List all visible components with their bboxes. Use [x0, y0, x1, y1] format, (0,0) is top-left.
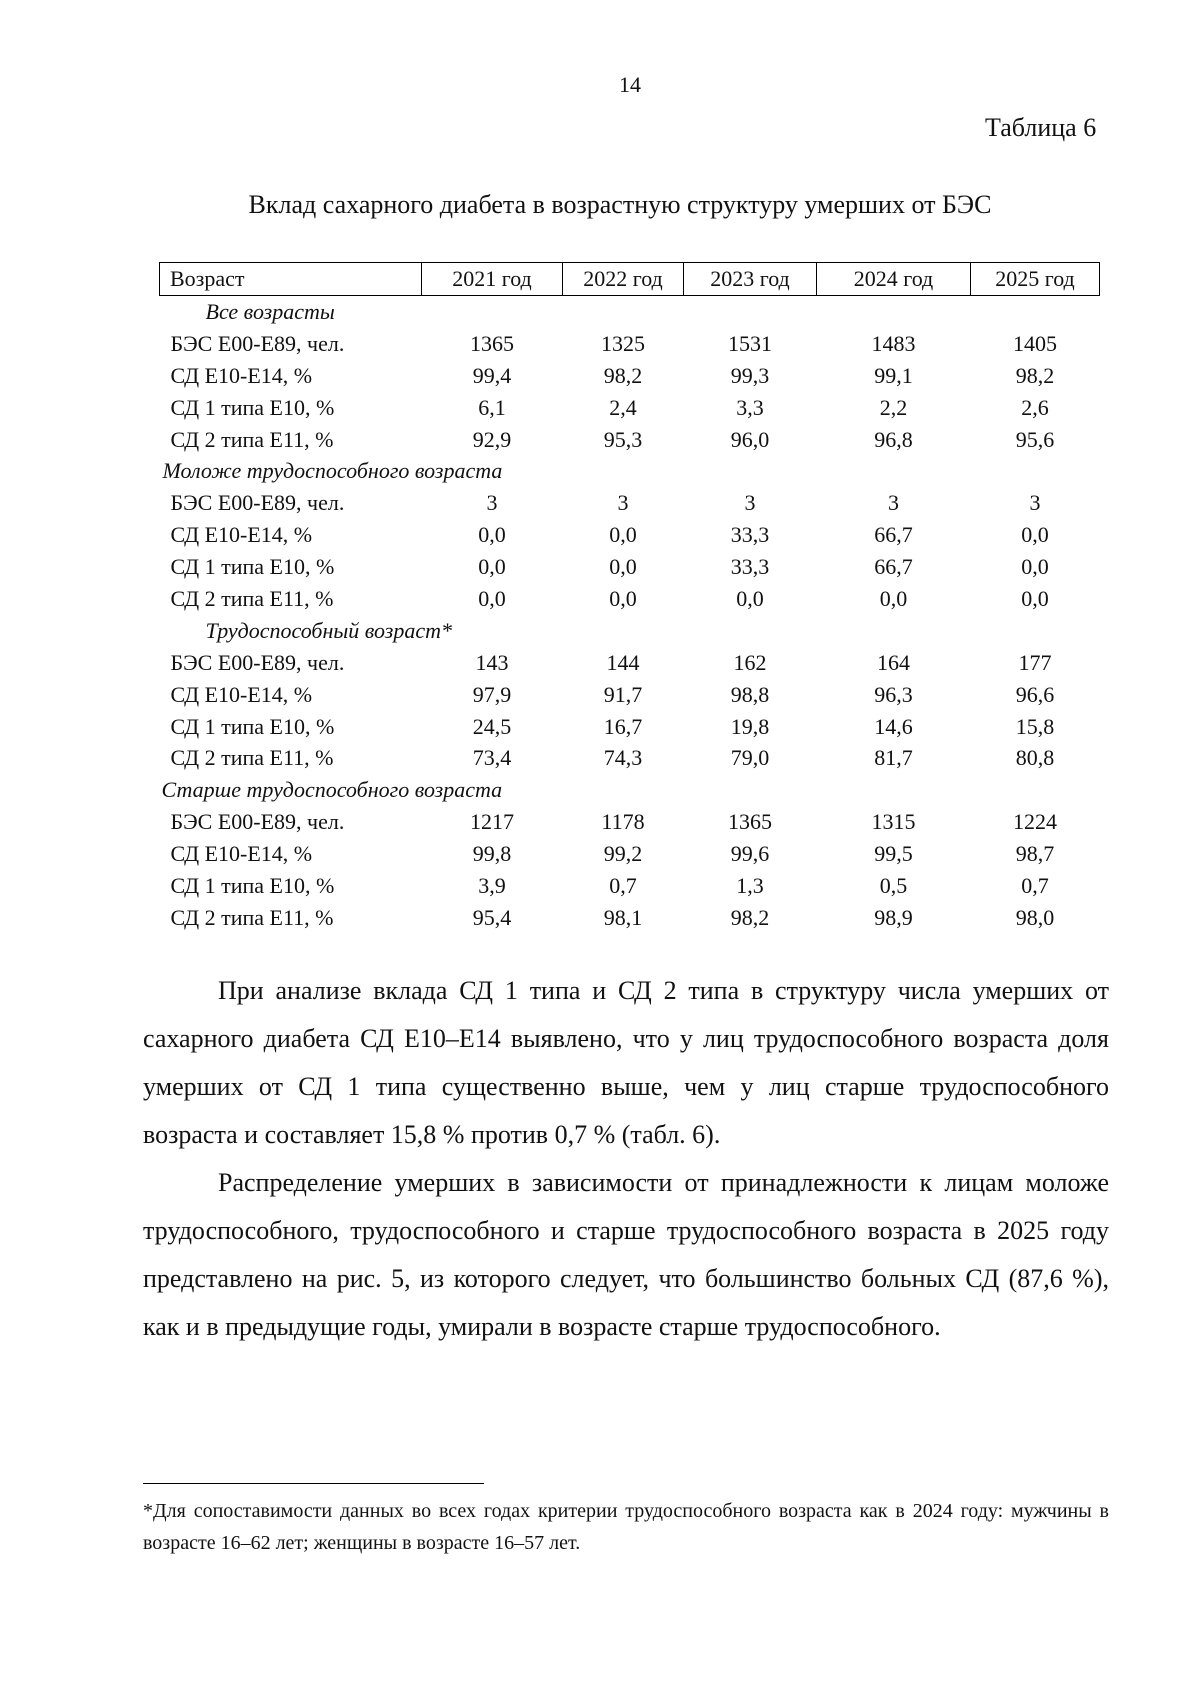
table-cell: 95,4: [472, 904, 512, 930]
table-cell: 99,6: [730, 841, 770, 867]
table-row: [160, 360, 1100, 392]
table-cell: 2,2: [879, 394, 908, 420]
table-cell: 3: [744, 490, 756, 516]
header-year-2022: 2022 год: [563, 263, 684, 296]
table-row: [160, 551, 1100, 583]
table-cell: 99,5: [874, 841, 913, 867]
table-row: [160, 870, 1100, 902]
table-row: [160, 806, 1100, 838]
header-age: Возраст: [160, 263, 422, 296]
row-label: СД Е10-Е14, %: [170, 362, 313, 388]
footnote: *Для сопоставимости данных во всех годах критерии трудоспособного возраста как в 2024 году: мужчины в возрасте 16–62 лет; женщины в возрасте 16–57 лет.: [143, 1500, 1109, 1554]
table-cell: 162: [733, 649, 767, 675]
header-year-2021: 2021 год: [422, 263, 563, 296]
table-cell: 0,0: [879, 585, 908, 611]
table-cell: 3,3: [736, 394, 764, 420]
table-cell: 98,8: [730, 681, 770, 707]
table-cell: 15,8: [1015, 713, 1055, 739]
table-cell: 0,7: [1021, 872, 1049, 898]
table-cell: 0,0: [1021, 522, 1049, 548]
header-year-2024: 2024 год: [817, 263, 971, 296]
table-cell: 0,0: [609, 522, 637, 548]
table-group-row: [160, 455, 1100, 487]
group-title: Все возрасты: [205, 298, 335, 324]
table-cell: 98,1: [603, 904, 643, 930]
table-cell: 92,9: [472, 426, 512, 452]
body-paragraph-2: Распределение умерших в зависимости от принадлежности к лицам моложе трудоспособного, трудоспособного и старше трудоспособного возраста в 2025 году представлено на рис. 5, из которого следует, что большинство больных СД (87,6 %), как и в предыдущие годы, умирали в возрасте старше трудоспособного.: [143, 1168, 1109, 1341]
table-cell: 3: [888, 490, 899, 516]
row-label: СД 1 типа Е10, %: [170, 554, 335, 580]
table-cell: 98,2: [730, 904, 770, 930]
table-cell: 0,0: [478, 585, 506, 611]
table-cell: 0,0: [609, 585, 637, 611]
table-row: [160, 583, 1100, 615]
table-cell: 1315: [871, 809, 916, 835]
table-cell: 1217: [470, 809, 514, 835]
table-cell: 177: [1018, 649, 1052, 675]
table-cell: 96,3: [874, 681, 913, 707]
row-label: БЭС Е00-Е89, чел.: [170, 490, 345, 516]
table-cell: 81,7: [874, 745, 913, 771]
row-label: БЭС Е00-Е89, чел.: [170, 649, 345, 675]
table-cell: 74,3: [603, 745, 643, 771]
table-cell: 99,1: [874, 362, 913, 388]
table-cell: 66,7: [874, 522, 913, 548]
row-label: СД Е10-Е14, %: [170, 522, 313, 548]
table-group-row: [160, 615, 1100, 647]
table-cell: 144: [606, 649, 640, 675]
table-cell: 3: [486, 490, 498, 516]
table-cell: 0,0: [736, 585, 764, 611]
table-row: [160, 392, 1100, 424]
data-table: [159, 262, 1100, 934]
header-year-2025: 2025 год: [971, 263, 1100, 296]
table-cell: 1224: [1013, 809, 1057, 835]
table-cell: 96,8: [874, 426, 913, 452]
table-cell: 1325: [601, 330, 645, 356]
table-cell: 6,1: [478, 394, 506, 420]
table-row: [160, 838, 1100, 870]
table-row: [160, 328, 1100, 360]
table-cell: 1178: [601, 809, 645, 835]
table-cell: 164: [877, 649, 910, 675]
table-cell: 95,3: [603, 426, 643, 452]
table-cell: 1531: [728, 330, 772, 356]
footnote-divider: [143, 1483, 484, 1484]
table-cell: 73,4: [472, 745, 512, 771]
table-cell: 33,3: [730, 554, 770, 580]
table-cell: 98,0: [1015, 904, 1055, 930]
header-year-2023: 2023 год: [684, 263, 817, 296]
row-label: СД Е10-Е14, %: [170, 681, 313, 707]
table-group-row: [160, 296, 1100, 328]
group-title: Моложе трудоспособного возраста: [162, 458, 503, 484]
table-cell: 0,0: [478, 522, 506, 548]
table-cell: 98,2: [1015, 362, 1055, 388]
table-cell: 66,7: [874, 554, 913, 580]
group-title: Трудоспособный возраст*: [205, 617, 453, 643]
table-cell: 98,7: [1015, 841, 1055, 867]
table-cell: 0,0: [1021, 585, 1049, 611]
table-cell: 80,8: [1015, 745, 1055, 771]
table-label: Таблица 6: [985, 113, 1097, 142]
table-header-row: [160, 263, 1100, 296]
table-cell: 79,0: [730, 745, 770, 771]
table-title: Вклад сахарного диабета в возрастную структуру умерших от БЭС: [248, 190, 992, 219]
table-row: [160, 519, 1100, 551]
row-label: БЭС Е00-Е89, чел.: [170, 330, 345, 356]
table-cell: 0,5: [879, 872, 908, 898]
table-cell: 1,3: [736, 872, 764, 898]
table-cell: 1483: [871, 330, 916, 356]
table-cell: 0,0: [1021, 554, 1049, 580]
row-label: СД 2 типа Е11, %: [170, 426, 334, 452]
table-cell: 0,0: [478, 554, 506, 580]
table-cell: 95,6: [1015, 426, 1055, 452]
table-cell: 99,8: [472, 841, 512, 867]
table-cell: 99,3: [730, 362, 770, 388]
row-label: СД 1 типа Е10, %: [170, 713, 335, 739]
table-cell: 96,6: [1015, 681, 1055, 707]
row-label: СД 2 типа Е11, %: [170, 585, 334, 611]
row-label: СД 2 типа Е11, %: [170, 904, 334, 930]
table-cell: 97,9: [472, 681, 512, 707]
table-row: [160, 711, 1100, 743]
table-cell: 33,3: [730, 522, 770, 548]
table-row: [160, 424, 1100, 456]
table-cell: 1365: [728, 809, 772, 835]
table-cell: 3,9: [478, 872, 506, 898]
row-label: СД 1 типа Е10, %: [170, 872, 335, 898]
table-cell: 98,9: [874, 904, 913, 930]
table-cell: 24,5: [472, 713, 512, 739]
table-row: [160, 742, 1100, 774]
table-row: [160, 487, 1100, 519]
table-row: [160, 679, 1100, 711]
table-cell: 1405: [1013, 330, 1057, 356]
table-body: [160, 296, 1100, 934]
group-title: Старше трудоспособного возраста: [161, 777, 503, 803]
table-cell: 143: [475, 649, 509, 675]
table-cell: 99,2: [603, 841, 643, 867]
table-cell: 0,0: [609, 554, 637, 580]
table-row: [160, 902, 1100, 934]
table-cell: 2,6: [1021, 394, 1049, 420]
row-label: СД 1 типа Е10, %: [170, 394, 335, 420]
table-cell: 14,6: [874, 713, 913, 739]
table-cell: 99,4: [472, 362, 512, 388]
table-cell: 96,0: [730, 426, 770, 452]
row-label: СД 2 типа Е11, %: [170, 745, 334, 771]
table-group-row: [160, 774, 1100, 806]
table-cell: 91,7: [603, 681, 643, 707]
row-label: БЭС Е00-Е89, чел.: [170, 809, 345, 835]
table-cell: 19,8: [730, 713, 770, 739]
table-cell: 3: [1029, 490, 1041, 516]
table-cell: 2,4: [609, 394, 637, 420]
table-cell: 3: [617, 490, 629, 516]
row-label: СД Е10-Е14, %: [170, 841, 313, 867]
table-cell: 16,7: [603, 713, 643, 739]
table-cell: 98,2: [603, 362, 643, 388]
table-cell: 0,7: [609, 872, 637, 898]
page-number: 14: [619, 72, 641, 97]
table-row: [160, 647, 1100, 679]
body-paragraph-1: При анализе вклада СД 1 типа и СД 2 типа в структуру числа умерших от сахарного диабета СД Е10–Е14 выявлено, что у лиц трудоспособного возраста доля умерших от СД 1 типа существенно выше, чем у лиц старше трудоспособного возраста и составляет 15,8 % против 0,7 % (табл. 6).: [143, 976, 1109, 1149]
table-cell: 1365: [470, 330, 514, 356]
